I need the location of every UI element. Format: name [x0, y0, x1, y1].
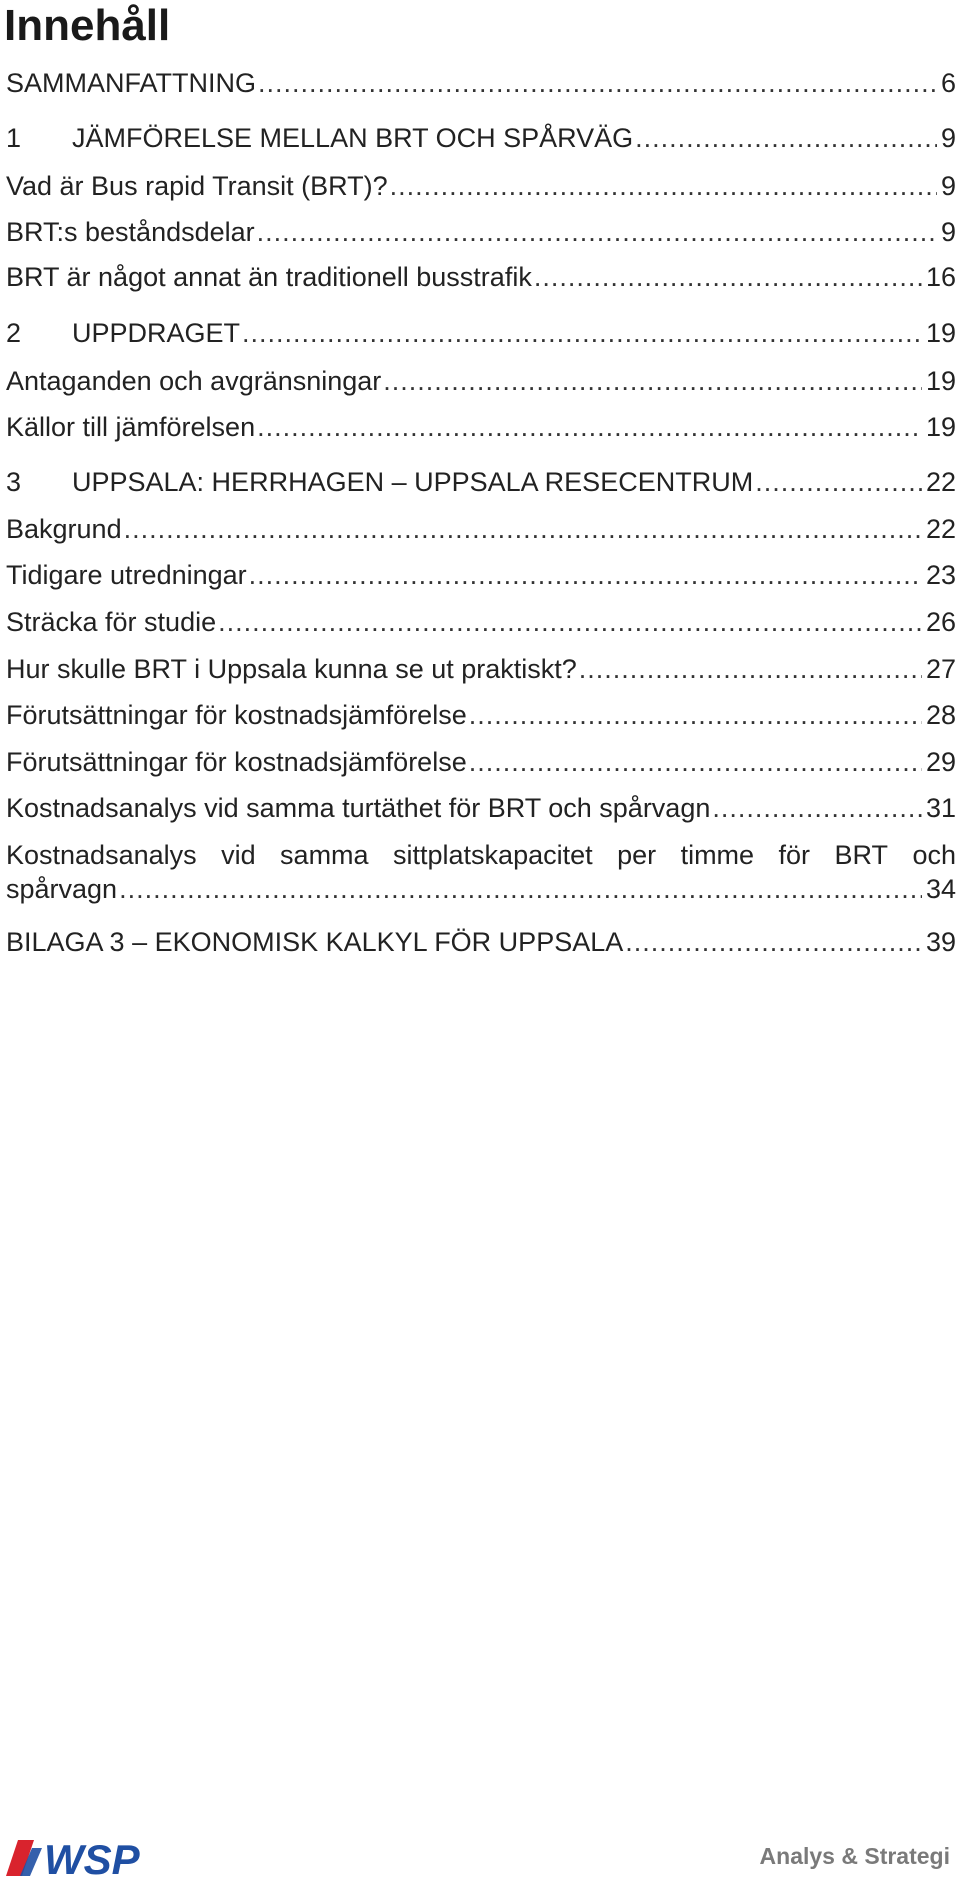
toc-entry-page: 26: [925, 607, 956, 637]
toc-entry[interactable]: [6, 410, 956, 444]
dot-leader: [218, 605, 922, 639]
toc-entry-label-line1: [6, 838, 956, 872]
toc-entry[interactable]: [6, 465, 956, 499]
word: per: [617, 840, 657, 870]
toc-entry-page: 28: [925, 700, 956, 730]
toc-entry[interactable]: [6, 121, 956, 155]
toc-entry[interactable]: [6, 838, 956, 906]
toc-entry-label: spårvagn: [6, 874, 118, 904]
toc-entry[interactable]: [6, 316, 956, 350]
toc-entry-label-line2: [6, 872, 956, 906]
dot-leader: [257, 410, 922, 444]
dot-leader: [635, 121, 937, 155]
toc-entry-label: UPPSALA: HERRHAGEN – UPPSALA RESECENTRUM: [72, 467, 754, 497]
dot-leader: [534, 260, 922, 294]
toc-entry[interactable]: [6, 698, 956, 732]
toc-entry-page: 23: [925, 560, 956, 590]
toc-entry-label: Kostnadsanalys vid samma turtäthet för BRT och spårvagn: [6, 793, 711, 823]
toc-entry-label: SAMMANFATTNING: [6, 68, 257, 98]
toc-entry-page: 9: [940, 171, 956, 201]
toc-entry-label: Vad är Bus rapid Transit (BRT)?: [6, 171, 388, 201]
dot-leader: [712, 791, 922, 825]
toc-entry[interactable]: [6, 66, 956, 100]
toc-entry[interactable]: [6, 652, 956, 686]
toc-entry-page: 22: [925, 467, 956, 497]
toc-entry-page: 27: [925, 654, 956, 684]
toc-entry-page: 29: [925, 747, 956, 777]
dot-leader: [258, 66, 937, 100]
toc-entry-number: 3: [6, 467, 22, 497]
wsp-logo: [4, 1830, 164, 1888]
toc-entry[interactable]: [6, 791, 956, 825]
toc-entry-label: Antaganden och avgränsningar: [6, 366, 382, 396]
toc-entry-page: 22: [925, 514, 956, 544]
dot-leader: [390, 169, 937, 203]
toc-entry-label: UPPDRAGET: [72, 318, 241, 348]
dot-leader: [257, 215, 937, 249]
word: och: [912, 840, 956, 870]
dot-leader: [469, 745, 922, 779]
toc-entry-number: 2: [6, 318, 22, 348]
word: BRT: [834, 840, 888, 870]
wsp-logo-icon: [4, 1830, 164, 1888]
word: Kostnadsanalys: [6, 840, 197, 870]
dot-leader: [755, 465, 922, 499]
svg-text:WSP: WSP: [44, 1836, 140, 1883]
toc-entry-label: Hur skulle BRT i Uppsala kunna se ut praktiskt?: [6, 654, 577, 684]
dot-leader: [124, 512, 922, 546]
toc-entry-page: 19: [925, 366, 956, 396]
dot-leader: [383, 364, 922, 398]
toc-entry-page: 9: [940, 217, 956, 247]
dot-leader: [469, 698, 922, 732]
toc-entry[interactable]: [6, 605, 956, 639]
toc-entry-label: Tidigare utredningar: [6, 560, 247, 590]
toc-entry[interactable]: [6, 558, 956, 592]
toc-entry-label: Sträcka för studie: [6, 607, 217, 637]
toc-entry-page: 9: [940, 123, 956, 153]
toc-entry[interactable]: [6, 169, 956, 203]
toc-entry[interactable]: [6, 260, 956, 294]
toc-entry-label: BILAGA 3 – EKONOMISK KALKYL FÖR UPPSALA: [6, 927, 624, 957]
toc-entry-page: 34: [925, 874, 956, 904]
toc-entry-number: 1: [6, 123, 22, 153]
toc-entry[interactable]: [6, 215, 956, 249]
word: vid: [221, 840, 256, 870]
toc-entry-page: 39: [925, 927, 956, 957]
toc-entry[interactable]: [6, 364, 956, 398]
toc-entry-page: 19: [925, 318, 956, 348]
page-title: Innehåll: [4, 1, 171, 50]
toc-entry-label: Bakgrund: [6, 514, 122, 544]
word: timme: [680, 840, 755, 870]
footer-tagline: Analys & Strategi: [759, 1843, 950, 1869]
toc-entry-label: JÄMFÖRELSE MELLAN BRT OCH SPÅRVÄG: [72, 123, 634, 153]
toc-entry-label: BRT är något annat än traditionell busstrafik: [6, 262, 532, 292]
toc-entry-label: BRT:s beståndsdelar: [6, 217, 255, 247]
dot-leader: [579, 652, 922, 686]
toc-entry-page: 19: [925, 412, 956, 442]
toc-entry[interactable]: [6, 512, 956, 546]
dot-leader: [119, 872, 922, 906]
toc-entry-page: 6: [940, 68, 956, 98]
toc-entry-page: 31: [925, 793, 956, 823]
toc-entry[interactable]: [6, 925, 956, 959]
toc-entry-label: Förutsättningar för kostnadsjämförelse: [6, 700, 467, 730]
toc-entry-label: Förutsättningar för kostnadsjämförelse: [6, 747, 467, 777]
word: för: [778, 840, 811, 870]
toc-entry[interactable]: [6, 745, 956, 779]
toc-entry-label: Källor till jämförelsen: [6, 412, 256, 442]
toc-entry-page: 16: [925, 262, 956, 292]
dot-leader: [242, 316, 922, 350]
dot-leader: [625, 925, 922, 959]
word: sittplatskapacitet: [393, 840, 593, 870]
word: samma: [280, 840, 369, 870]
dot-leader: [249, 558, 922, 592]
